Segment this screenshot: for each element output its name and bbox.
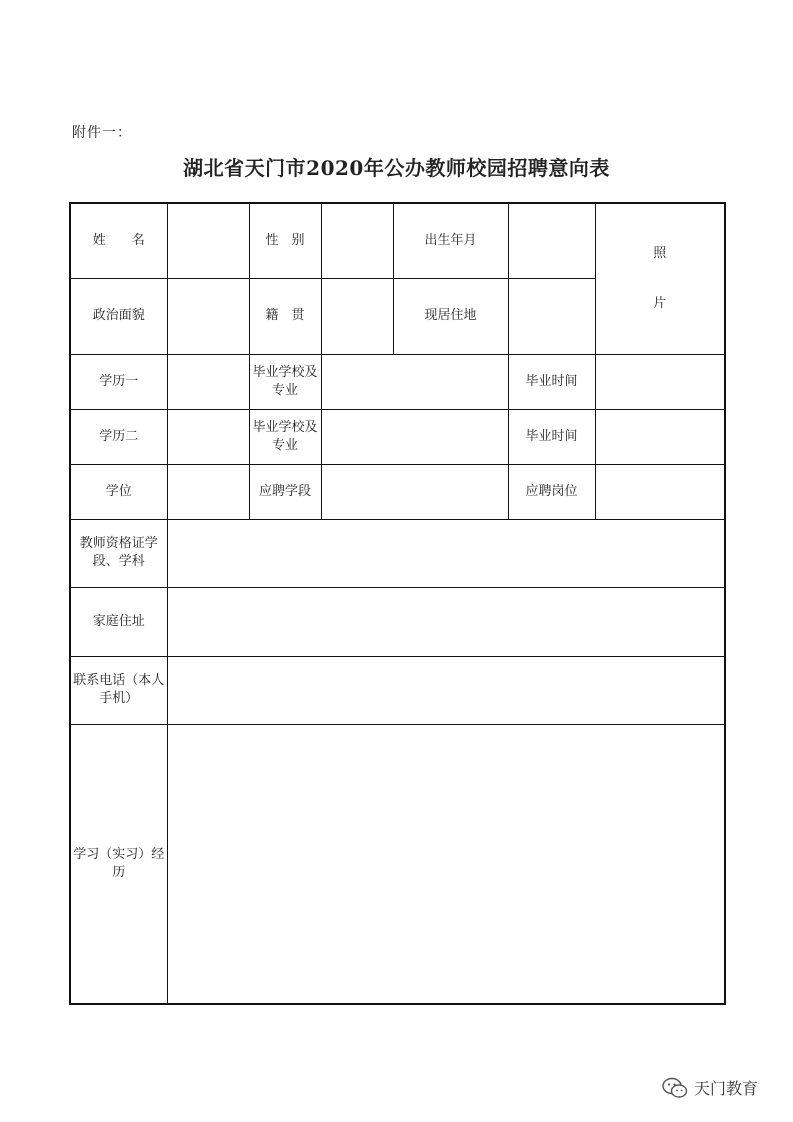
edu1-field[interactable] (167, 354, 249, 409)
school-major-field-1[interactable] (321, 354, 508, 409)
phone-field[interactable] (167, 656, 725, 724)
address-field[interactable] (167, 587, 725, 656)
apply-post-field[interactable] (595, 464, 725, 519)
table-row (70, 409, 725, 464)
photo-cell[interactable] (595, 203, 725, 354)
grad-time-field-2[interactable] (595, 409, 725, 464)
apply-post-label: 应聘岗位 (508, 464, 595, 519)
school-major-label-1: 毕业学校及专业 (249, 354, 321, 409)
photo-label-2: 片 (653, 295, 667, 311)
gender-label: 性 别 (249, 203, 321, 278)
cert-field[interactable] (167, 519, 725, 587)
photo-label-1: 照 (653, 245, 667, 261)
edu2-label: 学历二 (70, 409, 167, 464)
school-major-field-2[interactable] (321, 409, 508, 464)
apply-stage-field[interactable] (321, 464, 508, 519)
table-row (70, 656, 725, 724)
table-row (70, 724, 725, 1004)
degree-label: 学位 (70, 464, 167, 519)
address-label: 家庭住址 (70, 587, 167, 656)
wechat-icon (662, 1077, 688, 1099)
watermark-text: 天门教育 (694, 1079, 759, 1098)
table-row (70, 203, 725, 278)
grad-time-label-2: 毕业时间 (508, 409, 595, 464)
experience-label: 学习（实习）经历 (70, 724, 167, 1004)
cert-label: 教师资格证学段、学科 (70, 519, 167, 587)
native-field[interactable] (321, 278, 393, 354)
page-title: 湖北省天门市2020年公办教师校园招聘意向表 (183, 156, 610, 180)
name-label: 姓 名 (70, 203, 167, 278)
politics-label: 政治面貌 (70, 278, 167, 354)
gender-field[interactable] (321, 203, 393, 278)
residence-field[interactable] (508, 278, 595, 354)
experience-field[interactable] (167, 724, 725, 1004)
attachment-label: 附件一： (72, 125, 132, 141)
name-field[interactable] (167, 203, 249, 278)
birth-label: 出生年月 (393, 203, 508, 278)
politics-field[interactable] (167, 278, 249, 354)
apply-stage-label: 应聘学段 (249, 464, 321, 519)
table-row (70, 519, 725, 587)
watermark (662, 1076, 758, 1099)
birth-field[interactable] (508, 203, 595, 278)
table-row (70, 354, 725, 409)
degree-field[interactable] (167, 464, 249, 519)
table-row (70, 587, 725, 656)
grad-time-field-1[interactable] (595, 354, 725, 409)
table-row (70, 464, 725, 519)
native-label: 籍 贯 (249, 278, 321, 354)
school-major-label-2: 毕业学校及专业 (249, 409, 321, 464)
edu2-field[interactable] (167, 409, 249, 464)
grad-time-label-1: 毕业时间 (508, 354, 595, 409)
phone-label: 联系电话（本人手机） (70, 656, 167, 724)
application-form-table (69, 202, 726, 1005)
residence-label: 现居住地 (393, 278, 508, 354)
edu1-label: 学历一 (70, 354, 167, 409)
